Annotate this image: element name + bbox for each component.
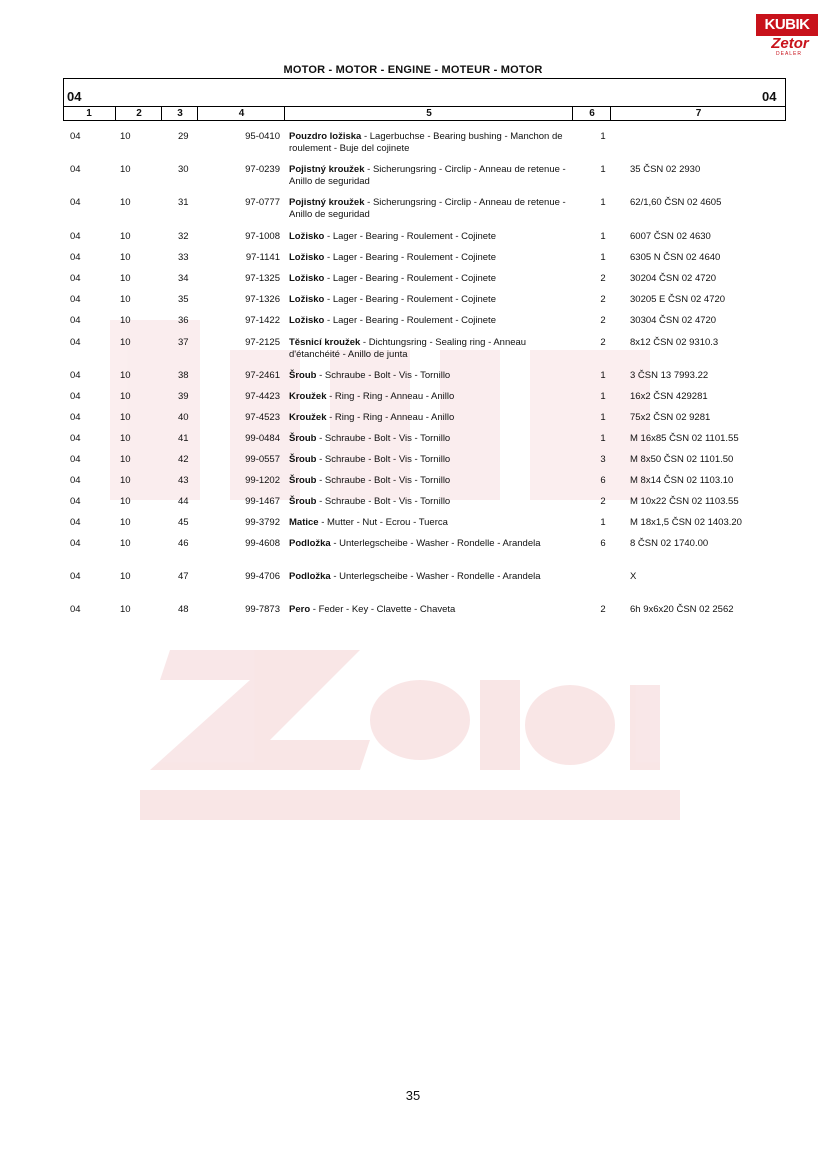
cell-quantity: 1 (600, 197, 606, 208)
cell-group: 04 (70, 604, 81, 615)
description-czech: Šroub (289, 496, 317, 507)
cell-part-number: 97-1326 (245, 294, 280, 305)
cell-position: 41 (178, 433, 189, 444)
cell-standard: 30304 ČSN 02 4720 (630, 315, 717, 326)
cell-subgroup: 10 (120, 252, 131, 263)
column-header: 5 (284, 107, 573, 120)
cell-quantity: 1 (600, 231, 606, 242)
cell-description (289, 131, 574, 155)
cell-part-number: 99-1467 (245, 496, 280, 507)
cell-part-number: 99-7873 (245, 604, 280, 615)
column-header: 7 (610, 107, 786, 120)
cell-group: 04 (70, 252, 81, 263)
description-translations: - Sicherungsring - Circlip - Anneau de retenue - Anillo de seguridad (289, 197, 566, 220)
cell-standard: M 10x22 ČSN 02 1103.55 (630, 496, 739, 507)
cell-quantity: 6 (600, 475, 606, 486)
column-header: 2 (115, 107, 162, 120)
cell-group: 04 (70, 433, 81, 444)
description-czech: Ložisko (289, 315, 325, 326)
cell-position: 35 (178, 294, 189, 305)
description-translations: - Lager - Bearing - Roulement - Cojinete (324, 273, 496, 284)
cell-group: 04 (70, 337, 81, 348)
cell-standard: 35 ČSN 02 2930 (630, 164, 701, 175)
cell-subgroup: 10 (120, 337, 131, 348)
description-translations: - Schraube - Bolt - Vis - Tornillo (316, 496, 451, 507)
cell-group: 04 (70, 131, 81, 142)
cell-position: 29 (178, 131, 189, 142)
cell-group: 04 (70, 475, 81, 486)
cell-group: 04 (70, 370, 81, 381)
cell-position: 33 (178, 252, 189, 263)
cell-subgroup: 10 (120, 538, 131, 549)
cell-position: 43 (178, 475, 189, 486)
cell-standard: 6h 9x6x20 ČSN 02 2562 (630, 604, 734, 615)
description-czech: Pojistný kroužek (289, 197, 365, 208)
cell-quantity: 2 (600, 337, 606, 348)
cell-part-number: 97-4523 (245, 412, 280, 423)
cell-part-number: 99-0557 (245, 454, 280, 465)
description-czech: Podložka (289, 571, 331, 582)
cell-part-number: 99-3792 (245, 517, 280, 528)
description-translations: - Schraube - Bolt - Vis - Tornillo (316, 433, 451, 444)
cell-group: 04 (70, 294, 81, 305)
cell-part-number: 97-0239 (245, 164, 280, 175)
description-translations: - Dichtungsring - Sealing ring - Anneau d'étanchéité - Anillo de junta (289, 337, 527, 360)
cell-position: 38 (178, 370, 189, 381)
column-header: 4 (197, 107, 285, 120)
cell-standard: 30205 E ČSN 02 4720 (630, 294, 726, 305)
cell-part-number: 97-2461 (245, 370, 280, 381)
cell-description (289, 252, 574, 264)
cell-quantity: 1 (600, 433, 606, 444)
description-czech: Ložisko (289, 294, 325, 305)
cell-quantity: 2 (600, 273, 606, 284)
description-translations: - Unterlegscheibe - Washer - Rondelle - Arandela (330, 538, 541, 549)
cell-subgroup: 10 (120, 391, 131, 402)
cell-description (289, 197, 574, 221)
cell-group: 04 (70, 231, 81, 242)
cell-part-number: 99-0484 (245, 433, 280, 444)
cell-group: 04 (70, 164, 81, 175)
cell-standard: X (630, 571, 637, 582)
cell-position: 34 (178, 273, 189, 284)
description-translations: - Schraube - Bolt - Vis - Tornillo (316, 454, 451, 465)
cell-description (289, 496, 574, 508)
description-czech: Pojistný kroužek (289, 164, 365, 175)
cell-quantity: 1 (600, 164, 606, 175)
logo-brand: KUBIK (756, 14, 818, 36)
cell-position: 39 (178, 391, 189, 402)
cell-position: 40 (178, 412, 189, 423)
cell-subgroup: 10 (120, 294, 131, 305)
cell-standard: M 8x14 ČSN 02 1103.10 (630, 475, 734, 486)
description-czech: Kroužek (289, 412, 327, 423)
description-czech: Pero (289, 604, 311, 615)
cell-part-number: 97-0777 (245, 197, 280, 208)
description-translations: - Lager - Bearing - Roulement - Cojinete (324, 294, 496, 305)
cell-subgroup: 10 (120, 496, 131, 507)
cell-part-number: 97-1325 (245, 273, 280, 284)
cell-subgroup: 10 (120, 164, 131, 175)
cell-subgroup: 10 (120, 412, 131, 423)
cell-quantity: 3 (600, 454, 606, 465)
cell-position: 44 (178, 496, 189, 507)
cell-standard: 6305 N ČSN 02 4640 (630, 252, 721, 263)
cell-description (289, 538, 574, 550)
cell-subgroup: 10 (120, 315, 131, 326)
cell-position: 31 (178, 197, 189, 208)
cell-standard: M 8x50 ČSN 02 1101.50 (630, 454, 734, 465)
cell-standard: 8 ČSN 02 1740.00 (630, 538, 709, 549)
column-header: 3 (161, 107, 198, 120)
cell-standard: 62/1,60 ČSN 02 4605 (630, 197, 722, 208)
cell-description (289, 454, 574, 466)
group-number-right: 04 (762, 89, 777, 104)
description-translations: - Unterlegscheibe - Washer - Rondelle - Arandela (330, 571, 541, 582)
description-translations: - Sicherungsring - Circlip - Anneau de retenue - Anillo de seguridad (289, 164, 566, 187)
cell-description (289, 164, 574, 188)
cell-quantity: 1 (600, 131, 606, 142)
cell-quantity: 2 (600, 496, 606, 507)
cell-description (289, 273, 574, 285)
cell-description (289, 370, 574, 382)
cell-position: 32 (178, 231, 189, 242)
description-translations: - Mutter - Nut - Ecrou - Tuerca (318, 517, 448, 528)
cell-part-number: 97-4423 (245, 391, 280, 402)
cell-group: 04 (70, 517, 81, 528)
description-czech: Pouzdro ložiska (289, 131, 362, 142)
cell-subgroup: 10 (120, 273, 131, 284)
cell-description (289, 433, 574, 445)
cell-position: 45 (178, 517, 189, 528)
cell-group: 04 (70, 571, 81, 582)
cell-description (289, 337, 574, 361)
description-translations: - Lager - Bearing - Roulement - Cojinete (324, 315, 496, 326)
cell-part-number: 97-1141 (245, 252, 280, 263)
cell-standard: 6007 ČSN 02 4630 (630, 231, 711, 242)
description-czech: Těsnicí kroužek (289, 337, 361, 348)
cell-group: 04 (70, 412, 81, 423)
cell-group: 04 (70, 454, 81, 465)
logo-sub: Zetor (771, 35, 809, 52)
cell-quantity: 1 (600, 252, 606, 263)
cell-position: 37 (178, 337, 189, 348)
cell-subgroup: 10 (120, 197, 131, 208)
cell-description (289, 571, 574, 583)
cell-description (289, 412, 574, 424)
description-translations: - Lager - Bearing - Roulement - Cojinete (324, 252, 496, 263)
cell-subgroup: 10 (120, 604, 131, 615)
description-translations: - Lager - Bearing - Roulement - Cojinete (324, 231, 496, 242)
page-heading: MOTOR - MOTOR - ENGINE - MOTEUR - MOTOR (283, 64, 543, 76)
group-number-left: 04 (67, 89, 82, 104)
cell-part-number: 97-1008 (245, 231, 280, 242)
cell-subgroup: 10 (120, 454, 131, 465)
cell-standard: 3 ČSN 13 7993.22 (630, 370, 709, 381)
cell-part-number: 99-4706 (245, 571, 280, 582)
cell-subgroup: 10 (120, 475, 131, 486)
logo-tag: DEALER (776, 51, 803, 57)
description-czech: Matice (289, 517, 319, 528)
cell-position: 36 (178, 315, 189, 326)
cell-part-number: 95-0410 (245, 131, 280, 142)
cell-subgroup: 10 (120, 370, 131, 381)
cell-description (289, 604, 574, 616)
cell-subgroup: 10 (120, 433, 131, 444)
cell-quantity: 1 (600, 412, 606, 423)
cell-subgroup: 10 (120, 131, 131, 142)
cell-position: 30 (178, 164, 189, 175)
description-czech: Ložisko (289, 231, 325, 242)
description-translations: - Ring - Ring - Anneau - Anillo (326, 391, 455, 402)
cell-group: 04 (70, 391, 81, 402)
cell-group: 04 (70, 538, 81, 549)
cell-part-number: 97-2125 (245, 337, 280, 348)
cell-description (289, 391, 574, 403)
column-header: 1 (86, 108, 92, 119)
cell-description (289, 517, 574, 529)
page-number: 35 (405, 1088, 421, 1103)
description-czech: Šroub (289, 433, 317, 444)
description-translations: - Lagerbuchse - Bearing bushing - Manchon de roulement - Buje del cojinete (289, 131, 563, 154)
description-translations: - Feder - Key - Clavette - Chaveta (310, 604, 456, 615)
cell-standard: 30204 ČSN 02 4720 (630, 273, 717, 284)
cell-group: 04 (70, 315, 81, 326)
cell-part-number: 99-1202 (245, 475, 280, 486)
column-header: 6 (572, 107, 611, 120)
cell-description (289, 315, 574, 327)
description-czech: Podložka (289, 538, 331, 549)
cell-standard: M 18x1,5 ČSN 02 1403.20 (630, 517, 742, 528)
cell-part-number: 97-1422 (245, 315, 280, 326)
cell-description (289, 475, 574, 487)
cell-group: 04 (70, 197, 81, 208)
description-czech: Šroub (289, 370, 317, 381)
cell-quantity: 1 (600, 517, 606, 528)
cell-standard: 75x2 ČSN 02 9281 (630, 412, 711, 423)
description-czech: Ložisko (289, 273, 325, 284)
cell-position: 47 (178, 571, 189, 582)
cell-group: 04 (70, 496, 81, 507)
cell-position: 42 (178, 454, 189, 465)
cell-part-number: 99-4608 (245, 538, 280, 549)
description-translations: - Schraube - Bolt - Vis - Tornillo (316, 475, 451, 486)
cell-subgroup: 10 (120, 517, 131, 528)
cell-group: 04 (70, 273, 81, 284)
cell-subgroup: 10 (120, 571, 131, 582)
cell-quantity: 2 (600, 294, 606, 305)
cell-quantity: 6 (600, 538, 606, 549)
cell-standard: M 16x85 ČSN 02 1101.55 (630, 433, 739, 444)
cell-description (289, 294, 574, 306)
cell-position: 48 (178, 604, 189, 615)
description-czech: Šroub (289, 475, 317, 486)
description-czech: Kroužek (289, 391, 327, 402)
cell-description (289, 231, 574, 243)
description-czech: Šroub (289, 454, 317, 465)
column-header-row (63, 106, 786, 121)
cell-subgroup: 10 (120, 231, 131, 242)
cell-standard: 16x2 ČSN 429281 (630, 391, 708, 402)
kubik-zetor-logo (756, 14, 818, 56)
cell-quantity: 1 (600, 391, 606, 402)
description-translations: - Ring - Ring - Anneau - Anillo (326, 412, 455, 423)
cell-standard: 8x12 ČSN 02 9310.3 (630, 337, 719, 348)
cell-quantity: 2 (600, 604, 606, 615)
cell-quantity: 1 (600, 370, 606, 381)
cell-quantity: 2 (600, 315, 606, 326)
cell-position: 46 (178, 538, 189, 549)
description-czech: Ložisko (289, 252, 325, 263)
description-translations: - Schraube - Bolt - Vis - Tornillo (316, 370, 451, 381)
